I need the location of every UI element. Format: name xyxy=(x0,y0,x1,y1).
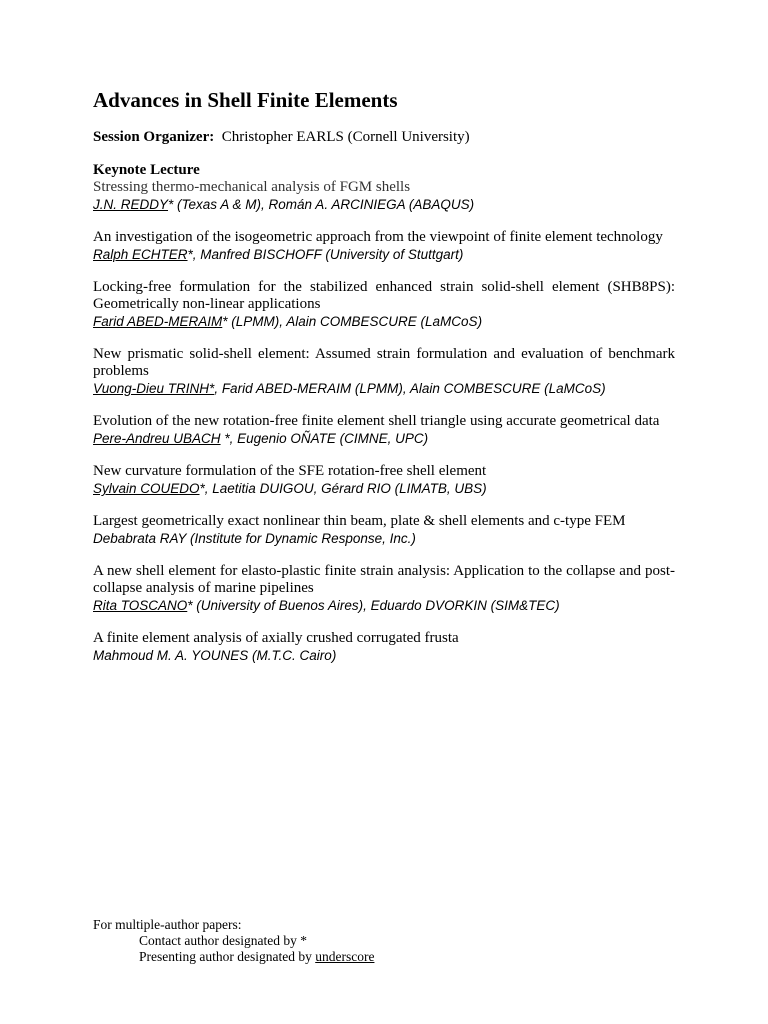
paper-title: A new shell element for elasto-plastic finite strain analysis: Application to the collapse and post-collapse analysis of marine pipelines xyxy=(93,563,675,596)
presenting-author: Ralph ECHTER xyxy=(93,247,188,262)
paper-authors xyxy=(93,380,675,397)
paper-entry xyxy=(93,413,675,447)
page xyxy=(93,86,675,680)
footer-line xyxy=(93,949,374,965)
paper-title: Evolution of the new rotation-free finite element shell triangle using accurate geometrical data xyxy=(93,413,660,429)
organizer-label: Session Organizer: xyxy=(93,129,215,145)
paper-authors xyxy=(93,647,675,664)
paper-entry xyxy=(93,229,675,263)
keynote-title: Stressing thermo-mechanical analysis of FGM shells xyxy=(93,179,411,195)
paper-authors xyxy=(93,480,675,497)
paper-entry xyxy=(93,346,675,397)
footer-text: Presenting author designated by xyxy=(139,949,316,964)
session-organizer xyxy=(93,129,675,146)
keynote-label: Keynote Lecture xyxy=(93,162,200,178)
presenting-author: Vuong-Dieu TRINH* xyxy=(93,381,215,396)
other-authors: *, Laetitia DUIGOU, Gérard RIO (LIMATB, UBS) xyxy=(199,481,487,496)
other-authors: * (LPMM), Alain COMBESCURE (LaMCoS) xyxy=(222,314,483,329)
paper-title: An investigation of the isogeometric approach from the viewpoint of finite element technology xyxy=(93,229,663,245)
paper-entry xyxy=(93,279,675,330)
organizer-value: Christopher EARLS (Cornell University) xyxy=(221,129,470,145)
paper-entry xyxy=(93,563,675,614)
paper-authors xyxy=(93,530,675,547)
paper-entry xyxy=(93,463,675,497)
paper-authors xyxy=(93,313,675,330)
other-authors: * (Texas A & M), Román A. ARCINIEGA (ABAQUS) xyxy=(168,197,475,212)
other-authors: Mahmoud M. A. YOUNES (M.T.C. Cairo) xyxy=(93,648,337,663)
paper-title: A finite element analysis of axially crushed corrugated frusta xyxy=(93,630,459,646)
footer-line: Contact author designated by * xyxy=(139,933,307,948)
other-authors: , Farid ABED-MERAIM (LPMM), Alain COMBESCURE (LaMCoS) xyxy=(214,381,606,396)
paper-title: New prismatic solid-shell element: Assumed strain formulation and evaluation of benchmark problems xyxy=(93,346,675,379)
paper-title: Locking-free formulation for the stabilized enhanced strain solid-shell element (SHB8PS): Geometrically non-linear applications xyxy=(93,279,675,312)
paper-entry xyxy=(93,630,675,664)
presenting-author: Farid ABED-MERAIM xyxy=(93,314,223,329)
paper-authors xyxy=(93,597,675,614)
other-authors: *, Manfred BISCHOFF (University of Stuttgart) xyxy=(187,247,464,262)
paper-entry xyxy=(93,513,675,547)
paper-authors xyxy=(93,246,675,263)
keynote-authors xyxy=(93,196,675,213)
presenting-author: J.N. REDDY xyxy=(93,197,169,212)
paper-title: New curvature formulation of the SFE rotation-free shell element xyxy=(93,463,487,479)
page-title: Advances in Shell Finite Elements xyxy=(93,88,398,112)
keynote-entry xyxy=(93,162,675,213)
other-authors: *, Eugenio OÑATE (CIMNE, UPC) xyxy=(220,431,429,446)
paper-title: Largest geometrically exact nonlinear thin beam, plate & shell elements and c-type FEM xyxy=(93,513,626,529)
presenting-author: Sylvain COUEDO xyxy=(93,481,200,496)
paper-authors xyxy=(93,430,675,447)
presenting-author: Pere-Andreu UBACH xyxy=(93,431,221,446)
other-authors: * (University of Buenos Aires), Eduardo DVORKIN (SIM&TEC) xyxy=(187,598,560,613)
other-authors: Debabrata RAY (Institute for Dynamic Response, Inc.) xyxy=(93,531,416,546)
presenting-author: Rita TOSCANO xyxy=(93,598,188,613)
footer-note xyxy=(93,917,374,965)
underscore-example: underscore xyxy=(315,949,375,964)
footer-line: For multiple-author papers: xyxy=(93,917,242,932)
